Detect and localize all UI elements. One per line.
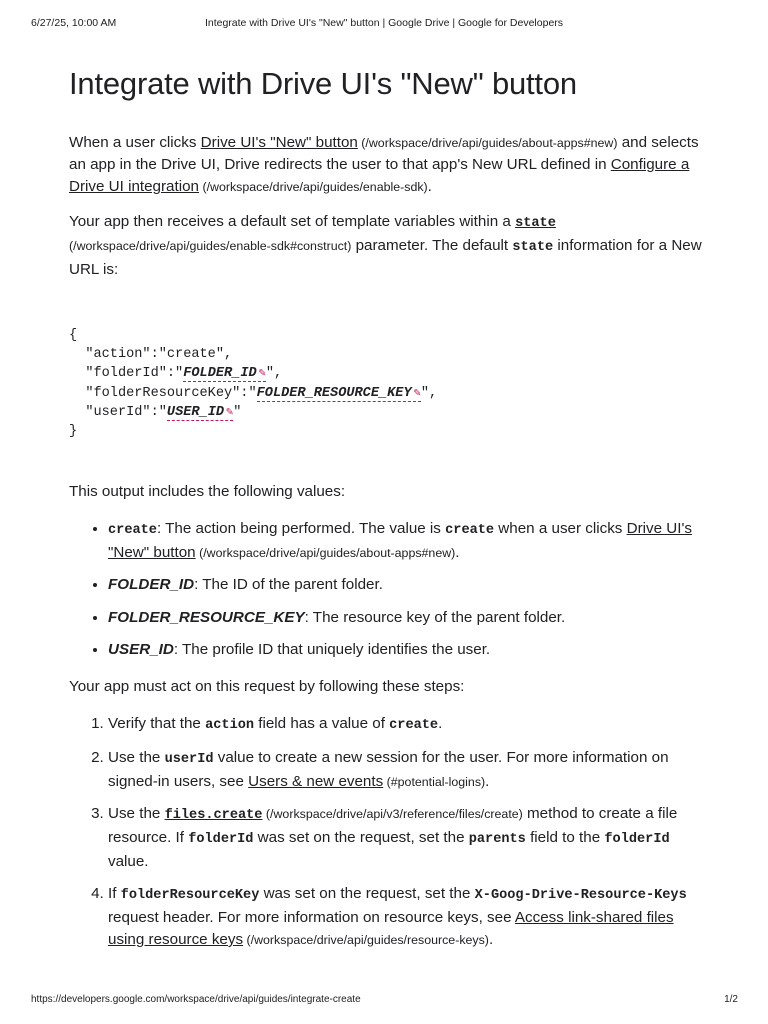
list-item: 1. Verify that the action field has a value of create. (108, 713, 709, 737)
values-intro: This output includes the following values: (69, 483, 346, 500)
folder-id-variable[interactable]: FOLDER_ID ✎ (183, 366, 266, 381)
print-url: https://developers.google.com/workspace/drive/api/guides/integrate-create (31, 994, 361, 1005)
list-item: • create: The action being performed. The value is create when a user clicks Drive UI's "New" button (/workspace/drive/api/guides/about-apps#new). (108, 518, 709, 564)
edit-pencil-icon: ✎ (258, 366, 266, 380)
print-date: 6/27/25, 10:00 AM (31, 17, 117, 29)
state-paragraph: Your app then receives a default set of template variables within a state (/workspace/drive/api/guides/enable-sdk#construct) parameter. The default state information for a New URL is: (69, 213, 702, 278)
page-number: 1/2 (724, 994, 738, 1005)
print-title: Integrate with Drive UI's "New" button | Google Drive | Google for Developers (204, 17, 564, 29)
resource-keys-link[interactable]: Access link-shared files using resource keys (108, 909, 674, 948)
steps-list (69, 713, 709, 951)
edit-pencil-icon: ✎ (226, 405, 234, 419)
article (69, 64, 709, 951)
intro-paragraph: When a user clicks Drive UI's "New" button (/workspace/drive/api/guides/about-apps#new) and selects an app in the Drive UI, Drive redirects the user to that app's New URL defined in Configure a Drive UI integration (/workspace/drive/api/guides/enable-sdk). (69, 134, 699, 195)
code-block: { "action":"create", "folderId":"FOLDER_ID ✎", "folderResourceKey":"FOLDER_RESOURCE_KEY ✎", "userId":"USER_ID ✎" } (69, 328, 438, 439)
print-header (0, 17, 768, 31)
state-link[interactable]: state (515, 216, 556, 231)
folder-resource-key-variable[interactable]: FOLDER_RESOURCE_KEY ✎ (256, 385, 421, 401)
files-create-link[interactable]: files.create (164, 808, 263, 823)
list-item: • USER_ID: The profile ID that uniquely identifies the user. (108, 639, 709, 661)
list-item: 4. If folderResourceKey was set on the request, set the X-Goog-Drive-Resource-Keys request header. For more information on resource keys, see Access link-shared files using resource keys (/workspace/drive/api/guides/resource-keys). (108, 883, 709, 951)
list-item: 3. Use the files.create (/workspace/drive/api/v3/reference/files/create) method to create a file resource. If folderId was set on the request, set the parents field to the folderId value. (108, 803, 709, 873)
drive-new-button-link[interactable]: Drive UI's "New" button (200, 134, 358, 151)
user-id-variable[interactable]: USER_ID ✎ (166, 405, 234, 420)
edit-pencil-icon: ✎ (413, 385, 421, 400)
steps-intro: Your app must act on this request by following these steps: (69, 678, 465, 695)
users-new-events-link[interactable]: Users & new events (248, 773, 384, 790)
configure-drive-ui-link[interactable]: Configure a Drive UI integration (69, 156, 690, 195)
list-item: • FOLDER_RESOURCE_KEY: The resource key of the parent folder. (108, 607, 709, 629)
list-item: • FOLDER_ID: The ID of the parent folder. (108, 574, 709, 596)
drive-new-button-link[interactable]: Drive UI's "New" button (108, 520, 692, 561)
list-item: 2. Use the userId value to create a new session for the user. For more information on signed-in users, see Users & new events (#potential-logins). (108, 747, 709, 793)
values-list (69, 518, 709, 661)
page-title: Integrate with Drive UI's "New" button (69, 66, 577, 101)
